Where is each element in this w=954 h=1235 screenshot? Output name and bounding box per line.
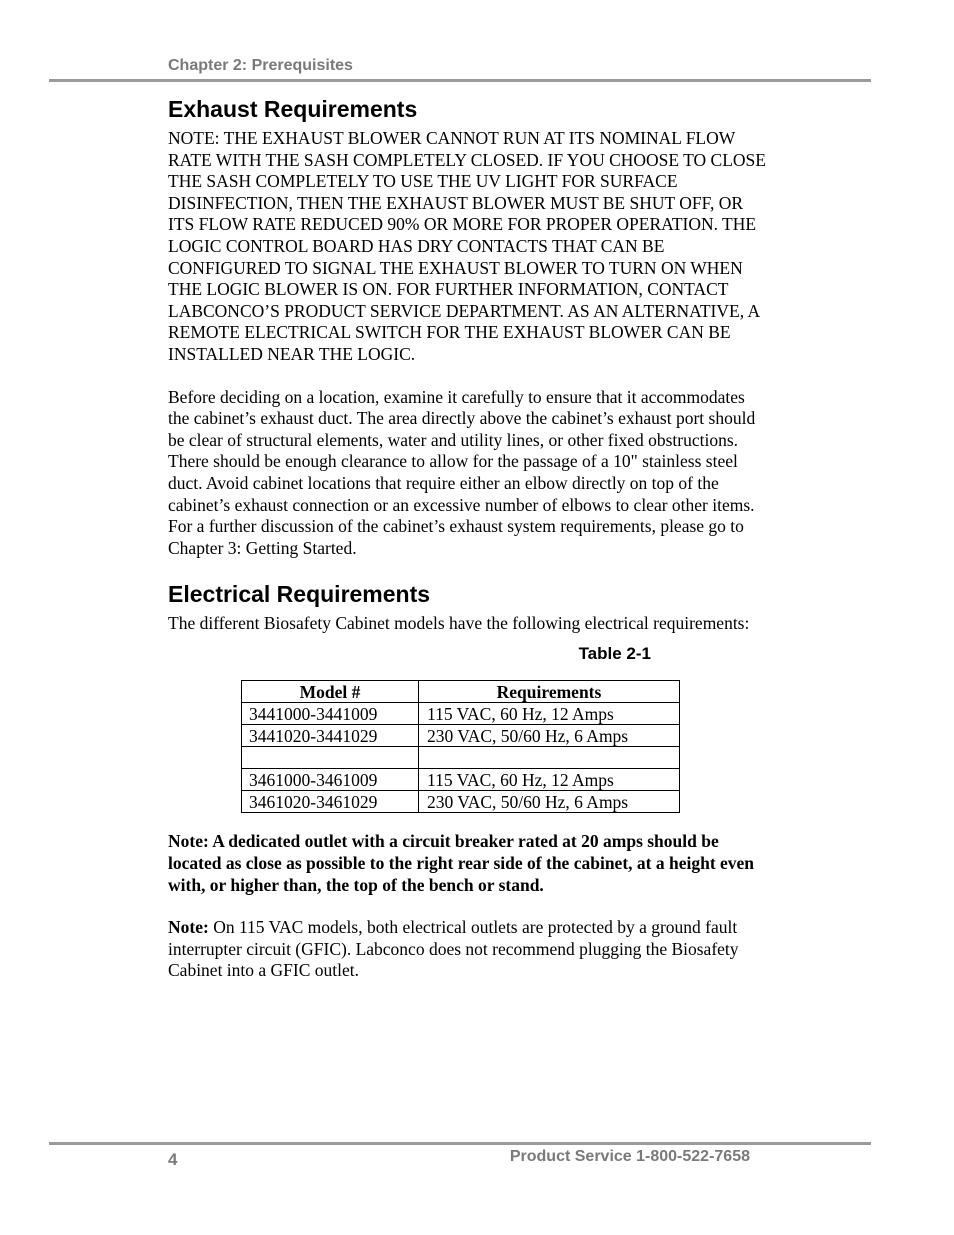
- table-row: [242, 703, 680, 725]
- exhaust-note: NOTE: THE EXHAUST BLOWER CANNOT RUN AT ITS NOMINAL FLOW RATE WITH THE SASH COMPLETELY CLOSED. IF YOU CHOOSE TO CLOSE THE SASH COMPLETELY TO USE THE UV LIGHT FOR SURFACE DISINFECTION, THEN THE EXHAUST BLOWER MUST BE SHUT OFF, OR ITS FLOW RATE REDUCED 90% OR MORE FOR PROPER OPERATION. THE LOGIC CONTROL BOARD HAS DRY CONTACTS THAT CAN BE CONFIGURED TO SIGNAL THE EXHAUST BLOWER TO TURN ON WHEN THE LOGIC BLOWER IS ON. FOR FURTHER INFORMATION, CONTACT LABCONCO’S PRODUCT SERVICE DEPARTMENT. AS AN ALTERNATIVE, A REMOTE ELECTRICAL SWITCH FOR THE EXHAUST BLOWER CAN BE INSTALLED NEAR THE LOGIC.: [168, 128, 766, 364]
- requirements-cell: 115 VAC, 60 Hz, 12 Amps: [419, 703, 680, 725]
- electrical-table: [241, 680, 680, 813]
- electrical-intro: The different Biosafety Cabinet models have the following electrical requirements:: [168, 613, 750, 634]
- requirements-cell: 230 VAC, 50/60 Hz, 6 Amps: [419, 791, 680, 813]
- footer-rule: [49, 1142, 871, 1145]
- table-row-empty: [242, 747, 680, 769]
- model-cell: 3461000-3461009: [242, 769, 419, 791]
- model-cell: 3441020-3441029: [242, 725, 419, 747]
- table-row: [242, 791, 680, 813]
- exhaust-heading: Exhaust Requirements: [168, 96, 418, 122]
- table-row: [242, 725, 680, 747]
- table-header-row: [242, 681, 680, 703]
- chapter-header: Chapter 2: Prerequisites: [168, 57, 353, 74]
- requirements-cell: 230 VAC, 50/60 Hz, 6 Amps: [419, 725, 680, 747]
- gfic-note-text: On 115 VAC models, both electrical outlets are protected by a ground fault interrupter circuit (GFIC). Labconco does not recommend plugging the Biosafety Cabinet into a GFIC outlet.: [168, 917, 739, 981]
- exhaust-body: Before deciding on a location, examine it carefully to ensure that it accommodates the cabinet’s exhaust duct. The area directly above the cabinet’s exhaust port should be clear of structural elements, water and utility lines, or other fixed obstructions. There should be enough clearance to allow for the passage of a 10" stainless steel duct. Avoid cabinet locations that require either an elbow directly on top of the cabinet’s exhaust connection or an excessive number of elbows to clear other items. For a further discussion of the cabinet’s exhaust system requirements, please go to Chapter 3: Getting Started.: [168, 386, 756, 558]
- gfic-note: [168, 917, 768, 982]
- outlet-note: Note: A dedicated outlet with a circuit breaker rated at 20 amps should be located as close as possible to the right rear side of the cabinet, at a height even with, or higher than, the top of the bench or stand.: [168, 831, 755, 895]
- requirements-cell: [419, 747, 680, 769]
- model-cell: 3441000-3441009: [242, 703, 419, 725]
- gfic-note-label: Note:: [168, 917, 209, 938]
- page-number: 4: [168, 1150, 178, 1169]
- electrical-heading: Electrical Requirements: [168, 581, 431, 608]
- product-service-phone: Product Service 1-800-522-7658: [509, 1148, 750, 1165]
- model-cell: 3461020-3461029: [242, 791, 419, 813]
- table-row: [242, 769, 680, 791]
- table-caption: Table 2-1: [578, 643, 651, 663]
- page-content: [168, 94, 768, 982]
- model-cell: [242, 747, 419, 769]
- header-rule: [49, 79, 871, 82]
- column-header-requirements: Requirements: [419, 681, 680, 703]
- requirements-cell: 115 VAC, 60 Hz, 12 Amps: [419, 769, 680, 791]
- column-header-model: Model #: [242, 681, 419, 703]
